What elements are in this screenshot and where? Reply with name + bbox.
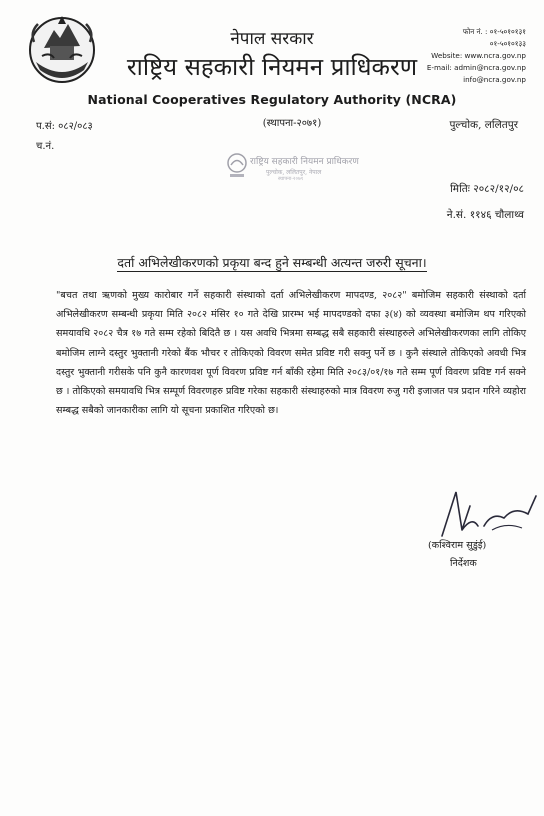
stamp-address: पुल्चोक, ललितपुर, नेपाल xyxy=(266,169,322,176)
stamp-established: स्थापना-२०७१ xyxy=(278,176,304,182)
signer-name: (कश्विराम सुडुंई) xyxy=(428,540,487,551)
notice-subject xyxy=(0,252,544,271)
office-address: पुल्चोक, ललितपुर xyxy=(449,119,518,131)
contact-block xyxy=(427,26,526,86)
office-stamp xyxy=(226,152,366,192)
dispatch-number: च.नं. xyxy=(36,141,55,152)
government-name: नेपाल सरकार xyxy=(230,29,314,49)
website-text: Website: www.ncra.gov.np xyxy=(431,51,526,60)
email-text: E-mail: admin@ncra.gov.np xyxy=(426,63,526,72)
notice-body: "बचत तथा ऋणको मुख्य कारोबार गर्ने सहकारी संस्थाको दर्ता अभिलेखीकरण मापदण्ड, २०८२" बमोजिम सहकारी संस्थाको दर्ता अभिलेखीकरण सम्बन्धी प्रकृया मिति २०८२ मंसिर १० गते देखि प्रारम्भ भई मापदण्डको दफा ३(४) को व्यवस्था बमोजिम थप गरिएको समयावधि २०८२ चैत्र १७ गते सम्म रहेको बिदितै छ । यस अवधि भित्रमा सम्बद्ध सबै सहकारी संस्थाहरुले अभिलेखीकरणका लागि तोकिए बमोजिम लाग्ने दस्तुर भुक्तानी गरेको बैंक भौचर र तोकिएको विवरण समेत प्रविष्ट गरी सक्नु पर्ने छ । कुनै संस्थाले तोकिएको अवधी भित्र दस्तुर भुक्तानी गरीसके पनि कुनै कारणवश पूर्ण विवरण प्रविष्ट गर्न बाँकी रहेमा मिति २०८३/०१/१७ गते सम्म पूर्ण विवरण प्रविष्ट गर्न सक्ने छ । तोकिएको समयावधि भित्र सम्पूर्ण विवरणहरु प्रविष्ट गरेका सहकारी संस्थाहरुको मात्र विवरण रुजु गरी इजाजत पत्र प्रदान गरिने व्यहोरा सम्बद्ध सबैको जानकारीका लागि यो सूचना प्रकाशित गरिएको छ। xyxy=(56,290,526,417)
phone-number-2: ०१-५०१०१३३ xyxy=(489,39,526,48)
signer-title: निर्देशक xyxy=(450,558,477,569)
handwritten-signature-icon xyxy=(432,486,542,546)
authority-name-english: National Cooperatives Regulatory Authority (NCRA) xyxy=(87,92,457,107)
stamp-name: राष्ट्रिय सहकारी नियमन प्राधिकरण xyxy=(250,157,359,167)
phone-number-1: फोन नं. : ०१-५०१०१३१ xyxy=(462,27,526,36)
email-text-2: info@ncra.gov.np xyxy=(463,75,526,84)
date-bs: मितिः २०८२/१२/०८ xyxy=(450,183,524,195)
established-year: (स्थापना-२०७१) xyxy=(262,118,322,129)
letter-number: प.सं: ०८२/०८३ xyxy=(36,121,93,132)
notice-subject-text: दर्ता अभिलेखीकरणको प्रकृया बन्द हुने सम्बन्धी अत्यन्त जरुरी सूचना। xyxy=(117,255,427,270)
authority-name-nepali: राष्ट्रिय सहकारी नियमन प्राधिकरण xyxy=(126,53,418,81)
stamp-emblem-icon xyxy=(226,152,248,182)
date-nepal-sambat: ने.सं. ११४६ चौलाथ्व xyxy=(446,209,524,221)
